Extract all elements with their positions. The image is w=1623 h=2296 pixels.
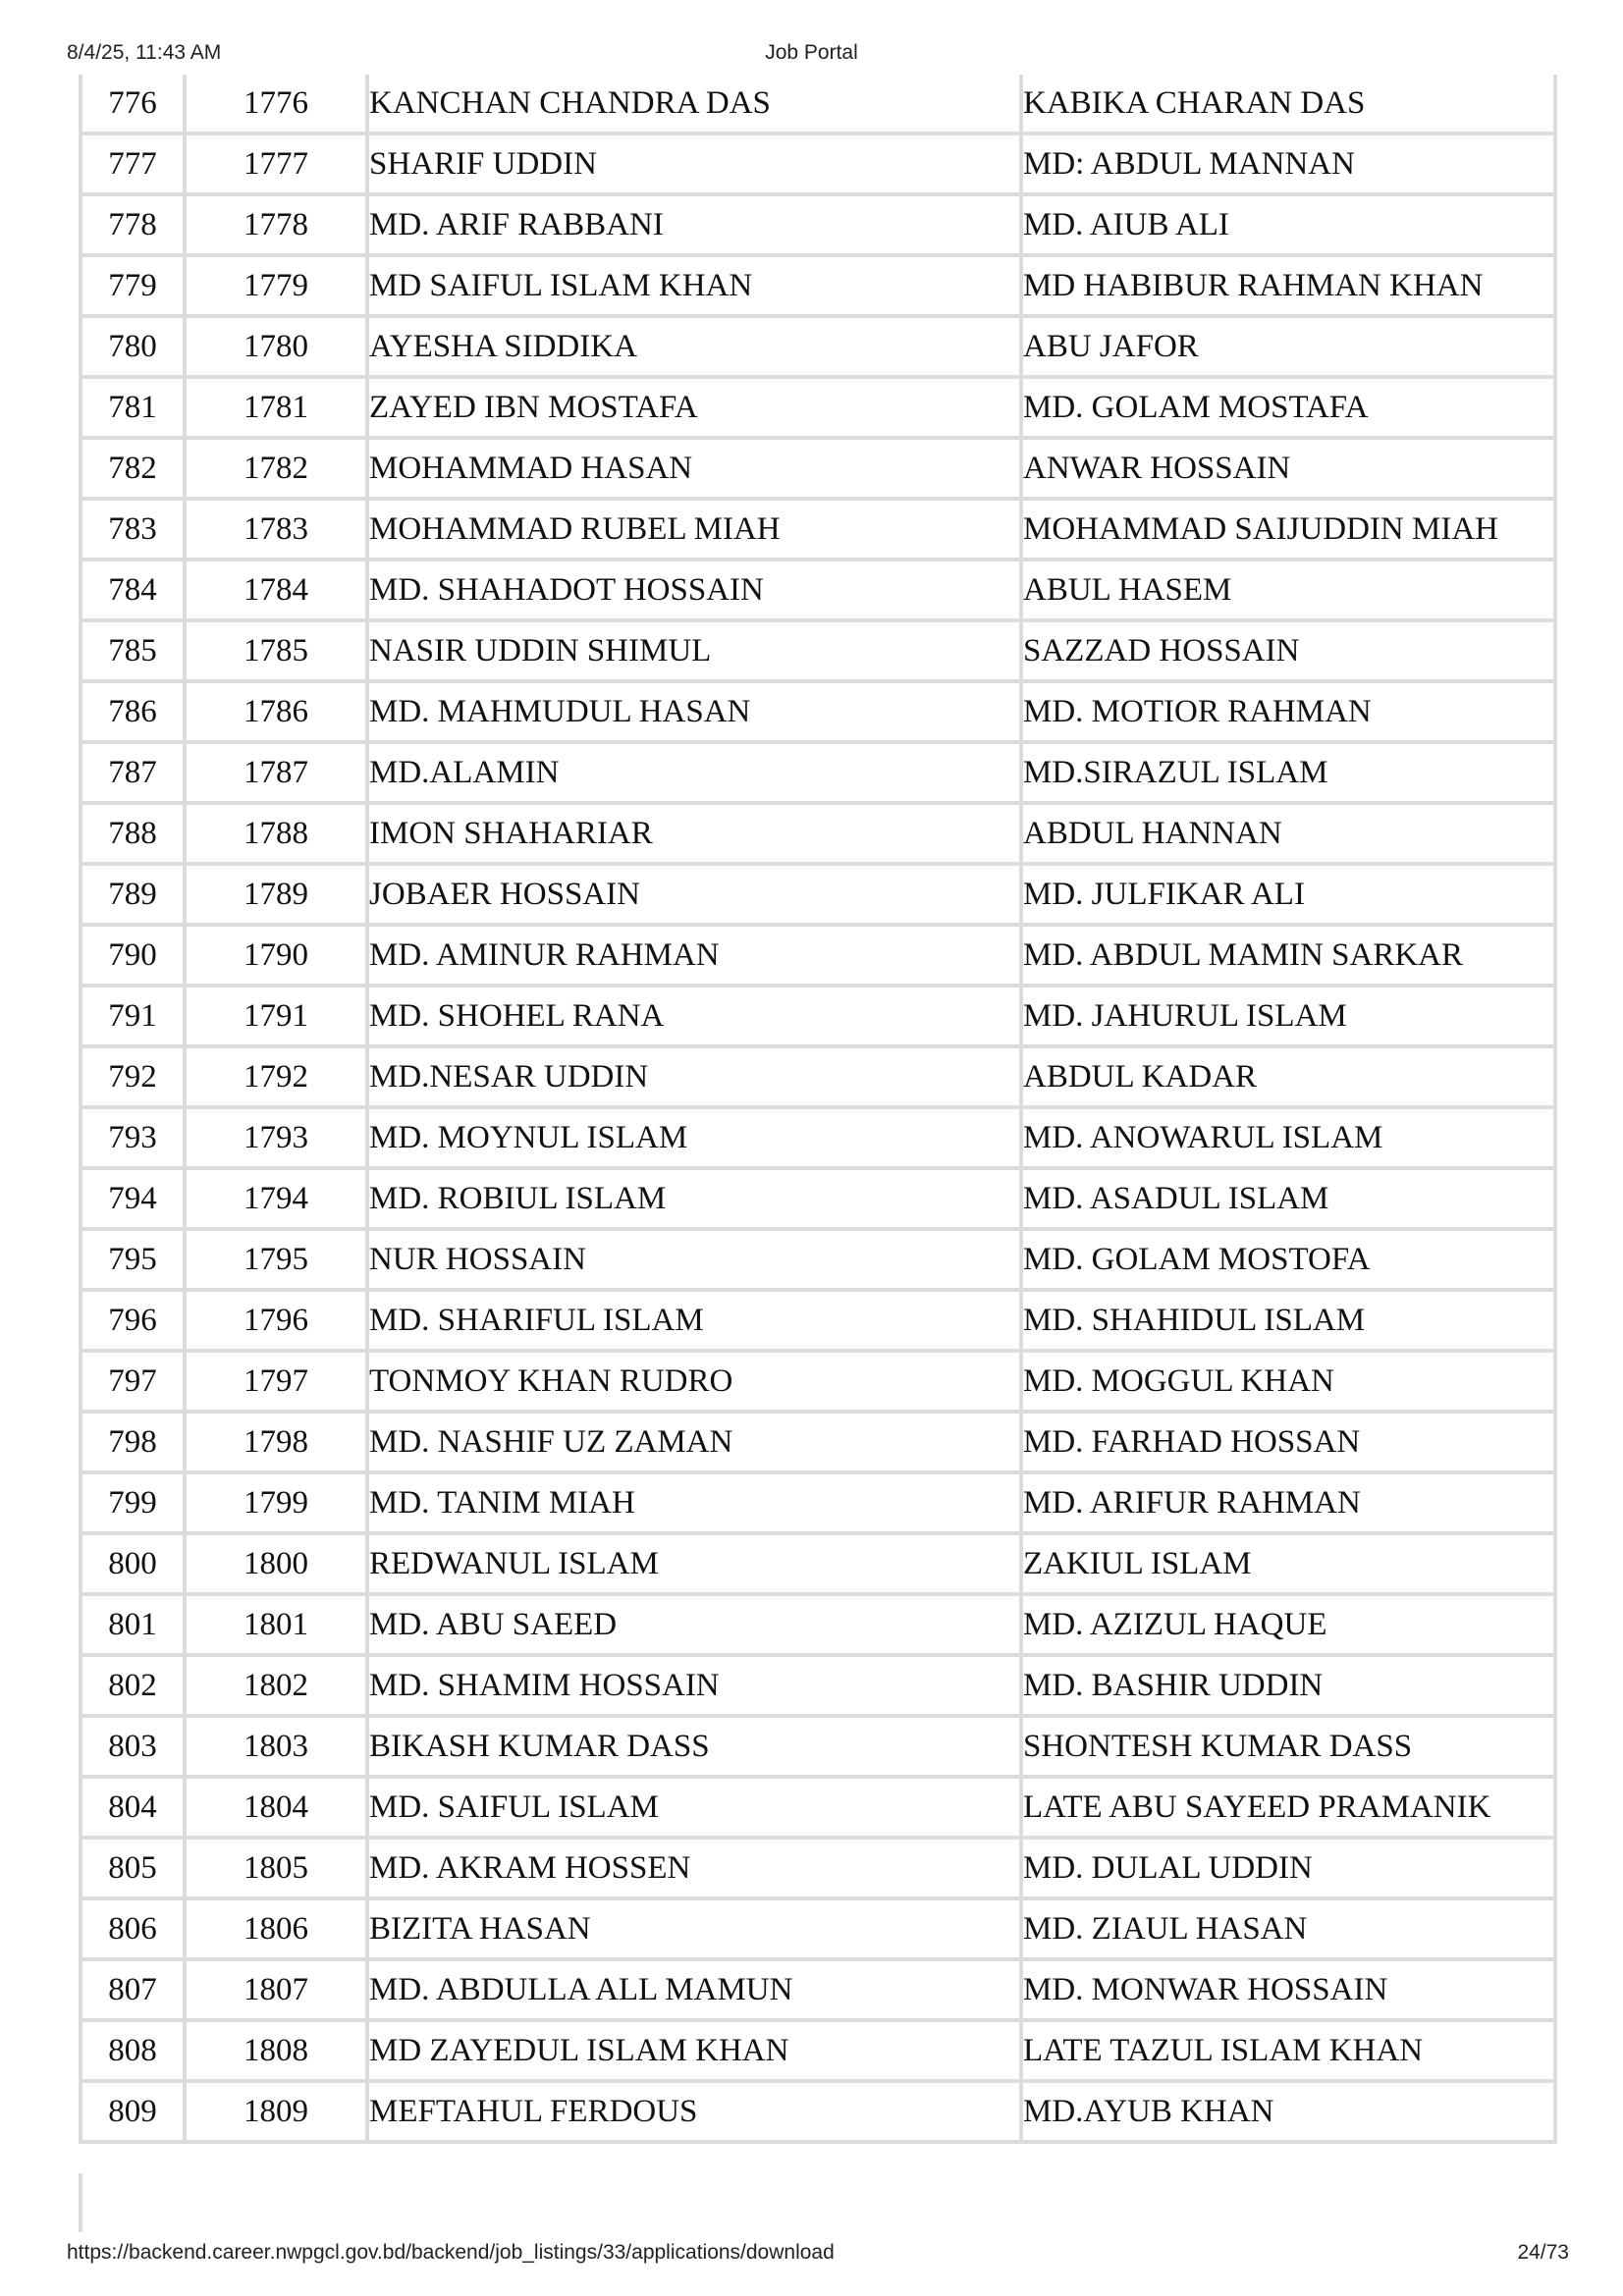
serial-cell: 805 bbox=[79, 1840, 187, 1900]
roll-cell: 1795 bbox=[187, 1231, 369, 1292]
serial-cell: 783 bbox=[79, 501, 187, 561]
roll-cell: 1802 bbox=[187, 1657, 369, 1718]
father-name-cell: MD. ANOWARUL ISLAM bbox=[1023, 1109, 1557, 1170]
table-row bbox=[79, 196, 1557, 257]
father-name-cell: MD. BASHIR UDDIN bbox=[1023, 1657, 1557, 1718]
table-row bbox=[79, 1109, 1557, 1170]
applicant-name-cell: JOBAER HOSSAIN bbox=[369, 866, 1023, 927]
father-name-cell: MD. MOGGUL KHAN bbox=[1023, 1353, 1557, 1414]
roll-cell: 1801 bbox=[187, 1596, 369, 1657]
table-row bbox=[79, 927, 1557, 988]
serial-cell: 796 bbox=[79, 1292, 187, 1353]
roll-cell: 1803 bbox=[187, 1718, 369, 1779]
serial-cell: 802 bbox=[79, 1657, 187, 1718]
roll-cell: 1798 bbox=[187, 1414, 369, 1474]
father-name-cell: MD.SIRAZUL ISLAM bbox=[1023, 744, 1557, 805]
serial-cell: 790 bbox=[79, 927, 187, 988]
serial-cell: 780 bbox=[79, 318, 187, 379]
table-row bbox=[79, 2022, 1557, 2083]
applicant-name-cell: MOHAMMAD RUBEL MIAH bbox=[369, 501, 1023, 561]
serial-cell: 804 bbox=[79, 1779, 187, 1840]
print-header bbox=[0, 41, 1623, 71]
applicant-name-cell: SHARIF UDDIN bbox=[369, 135, 1023, 196]
father-name-cell: MD. ARIFUR RAHMAN bbox=[1023, 1474, 1557, 1535]
roll-cell: 1794 bbox=[187, 1170, 369, 1231]
serial-cell: 785 bbox=[79, 622, 187, 683]
father-name-cell: SAZZAD HOSSAIN bbox=[1023, 622, 1557, 683]
print-footer bbox=[0, 2241, 1623, 2270]
serial-cell: 794 bbox=[79, 1170, 187, 1231]
serial-cell: 791 bbox=[79, 988, 187, 1048]
roll-cell: 1799 bbox=[187, 1474, 369, 1535]
father-name-cell: MD. DULAL UDDIN bbox=[1023, 1840, 1557, 1900]
table-row bbox=[79, 440, 1557, 501]
roll-cell: 1797 bbox=[187, 1353, 369, 1414]
father-name-cell: ZAKIUL ISLAM bbox=[1023, 1535, 1557, 1596]
serial-cell: 793 bbox=[79, 1109, 187, 1170]
father-name-cell: ABUL HASEM bbox=[1023, 561, 1557, 622]
table-row bbox=[79, 318, 1557, 379]
serial-cell: 776 bbox=[79, 75, 187, 135]
roll-cell: 1788 bbox=[187, 805, 369, 866]
serial-cell: 795 bbox=[79, 1231, 187, 1292]
serial-cell: 787 bbox=[79, 744, 187, 805]
applicant-name-cell: MD. SHOHEL RANA bbox=[369, 988, 1023, 1048]
applicant-name-cell: ZAYED IBN MOSTAFA bbox=[369, 379, 1023, 440]
table-row bbox=[79, 2083, 1557, 2144]
serial-cell: 781 bbox=[79, 379, 187, 440]
father-name-cell: MOHAMMAD SAIJUDDIN MIAH bbox=[1023, 501, 1557, 561]
roll-cell: 1778 bbox=[187, 196, 369, 257]
applicant-name-cell: MD. SHAMIM HOSSAIN bbox=[369, 1657, 1023, 1718]
table-row bbox=[79, 1961, 1557, 2022]
applicant-name-cell: MD. TANIM MIAH bbox=[369, 1474, 1023, 1535]
applicant-name-cell: AYESHA SIDDIKA bbox=[369, 318, 1023, 379]
table-row bbox=[79, 135, 1557, 196]
applicant-name-cell: KANCHAN CHANDRA DAS bbox=[369, 75, 1023, 135]
roll-cell: 1779 bbox=[187, 257, 369, 318]
serial-cell: 779 bbox=[79, 257, 187, 318]
father-name-cell: MD.AYUB KHAN bbox=[1023, 2083, 1557, 2144]
roll-cell: 1787 bbox=[187, 744, 369, 805]
table-row bbox=[79, 988, 1557, 1048]
serial-cell: 807 bbox=[79, 1961, 187, 2022]
father-name-cell: MD. GOLAM MOSTAFA bbox=[1023, 379, 1557, 440]
roll-cell: 1793 bbox=[187, 1109, 369, 1170]
serial-cell: 803 bbox=[79, 1718, 187, 1779]
serial-cell: 808 bbox=[79, 2022, 187, 2083]
applicant-name-cell: MOHAMMAD HASAN bbox=[369, 440, 1023, 501]
applicant-name-cell: MD. AMINUR RAHMAN bbox=[369, 927, 1023, 988]
applicant-name-cell: MD ZAYEDUL ISLAM KHAN bbox=[369, 2022, 1023, 2083]
roll-cell: 1789 bbox=[187, 866, 369, 927]
page-number: 24/73 bbox=[1517, 2241, 1569, 2264]
serial-cell: 809 bbox=[79, 2083, 187, 2144]
table-row bbox=[79, 257, 1557, 318]
applicant-name-cell: BIKASH KUMAR DASS bbox=[369, 1718, 1023, 1779]
roll-cell: 1777 bbox=[187, 135, 369, 196]
father-name-cell: MD. AIUB ALI bbox=[1023, 196, 1557, 257]
roll-cell: 1786 bbox=[187, 683, 369, 744]
page-url: https://backend.career.nwpgcl.gov.bd/backend/job_listings/33/applications/download bbox=[67, 2241, 835, 2264]
roll-cell: 1776 bbox=[187, 75, 369, 135]
applicant-name-cell: MD. SHAHADOT HOSSAIN bbox=[369, 561, 1023, 622]
father-name-cell: SHONTESH KUMAR DASS bbox=[1023, 1718, 1557, 1779]
serial-cell: 782 bbox=[79, 440, 187, 501]
table-row bbox=[79, 1474, 1557, 1535]
table-row bbox=[79, 501, 1557, 561]
applicant-name-cell: MD.ALAMIN bbox=[369, 744, 1023, 805]
father-name-cell: MD. SHAHIDUL ISLAM bbox=[1023, 1292, 1557, 1353]
table-row bbox=[79, 1657, 1557, 1718]
serial-cell: 778 bbox=[79, 196, 187, 257]
applicant-name-cell: BIZITA HASAN bbox=[369, 1900, 1023, 1961]
serial-cell: 797 bbox=[79, 1353, 187, 1414]
roll-cell: 1806 bbox=[187, 1900, 369, 1961]
father-name-cell: MD HABIBUR RAHMAN KHAN bbox=[1023, 257, 1557, 318]
applicant-name-cell: MD. SAIFUL ISLAM bbox=[369, 1779, 1023, 1840]
table-row bbox=[79, 1414, 1557, 1474]
print-datetime: 8/4/25, 11:43 AM bbox=[67, 41, 222, 64]
serial-cell: 788 bbox=[79, 805, 187, 866]
applicant-name-cell: MD.NESAR UDDIN bbox=[369, 1048, 1023, 1109]
table-left-rule bbox=[79, 2173, 82, 2232]
table-row bbox=[79, 683, 1557, 744]
applicant-name-cell: REDWANUL ISLAM bbox=[369, 1535, 1023, 1596]
applicant-table-container bbox=[79, 75, 1557, 2144]
table-row bbox=[79, 744, 1557, 805]
serial-cell: 784 bbox=[79, 561, 187, 622]
roll-cell: 1809 bbox=[187, 2083, 369, 2144]
father-name-cell: ABDUL KADAR bbox=[1023, 1048, 1557, 1109]
roll-cell: 1800 bbox=[187, 1535, 369, 1596]
serial-cell: 798 bbox=[79, 1414, 187, 1474]
father-name-cell: ABU JAFOR bbox=[1023, 318, 1557, 379]
table-row bbox=[79, 1292, 1557, 1353]
applicant-table bbox=[79, 75, 1557, 2144]
table-row bbox=[79, 561, 1557, 622]
roll-cell: 1782 bbox=[187, 440, 369, 501]
serial-cell: 801 bbox=[79, 1596, 187, 1657]
father-name-cell: MD. GOLAM MOSTOFA bbox=[1023, 1231, 1557, 1292]
father-name-cell: LATE ABU SAYEED PRAMANIK bbox=[1023, 1779, 1557, 1840]
roll-cell: 1805 bbox=[187, 1840, 369, 1900]
table-row bbox=[79, 1535, 1557, 1596]
roll-cell: 1807 bbox=[187, 1961, 369, 2022]
serial-cell: 786 bbox=[79, 683, 187, 744]
table-row bbox=[79, 1779, 1557, 1840]
table-row bbox=[79, 1048, 1557, 1109]
roll-cell: 1791 bbox=[187, 988, 369, 1048]
table-row bbox=[79, 1596, 1557, 1657]
table-row bbox=[79, 1840, 1557, 1900]
father-name-cell: MD. ZIAUL HASAN bbox=[1023, 1900, 1557, 1961]
father-name-cell: MD. JULFIKAR ALI bbox=[1023, 866, 1557, 927]
page-title: Job Portal bbox=[765, 41, 858, 64]
father-name-cell: MD. AZIZUL HAQUE bbox=[1023, 1596, 1557, 1657]
father-name-cell: MD. ABDUL MAMIN SARKAR bbox=[1023, 927, 1557, 988]
roll-cell: 1785 bbox=[187, 622, 369, 683]
table-row bbox=[79, 622, 1557, 683]
father-name-cell: MD. JAHURUL ISLAM bbox=[1023, 988, 1557, 1048]
applicant-name-cell: MD. ABU SAEED bbox=[369, 1596, 1023, 1657]
serial-cell: 799 bbox=[79, 1474, 187, 1535]
table-row bbox=[79, 379, 1557, 440]
father-name-cell: MD: ABDUL MANNAN bbox=[1023, 135, 1557, 196]
roll-cell: 1792 bbox=[187, 1048, 369, 1109]
serial-cell: 792 bbox=[79, 1048, 187, 1109]
table-row bbox=[79, 866, 1557, 927]
serial-cell: 800 bbox=[79, 1535, 187, 1596]
father-name-cell: MD. ASADUL ISLAM bbox=[1023, 1170, 1557, 1231]
table-row bbox=[79, 1900, 1557, 1961]
table-row bbox=[79, 1718, 1557, 1779]
father-name-cell: MD. MOTIOR RAHMAN bbox=[1023, 683, 1557, 744]
applicant-name-cell: MEFTAHUL FERDOUS bbox=[369, 2083, 1023, 2144]
father-name-cell: ANWAR HOSSAIN bbox=[1023, 440, 1557, 501]
serial-cell: 789 bbox=[79, 866, 187, 927]
table-row bbox=[79, 1170, 1557, 1231]
applicant-name-cell: MD. ROBIUL ISLAM bbox=[369, 1170, 1023, 1231]
applicant-name-cell: NUR HOSSAIN bbox=[369, 1231, 1023, 1292]
applicant-name-cell: MD. ARIF RABBANI bbox=[369, 196, 1023, 257]
roll-cell: 1790 bbox=[187, 927, 369, 988]
applicant-name-cell: MD. NASHIF UZ ZAMAN bbox=[369, 1414, 1023, 1474]
applicant-name-cell: TONMOY KHAN RUDRO bbox=[369, 1353, 1023, 1414]
father-name-cell: LATE TAZUL ISLAM KHAN bbox=[1023, 2022, 1557, 2083]
table-row bbox=[79, 1231, 1557, 1292]
serial-cell: 806 bbox=[79, 1900, 187, 1961]
table-row bbox=[79, 1353, 1557, 1414]
applicant-name-cell: MD. AKRAM HOSSEN bbox=[369, 1840, 1023, 1900]
roll-cell: 1808 bbox=[187, 2022, 369, 2083]
serial-cell: 777 bbox=[79, 135, 187, 196]
applicant-table-body bbox=[79, 75, 1557, 2144]
roll-cell: 1804 bbox=[187, 1779, 369, 1840]
applicant-name-cell: MD SAIFUL ISLAM KHAN bbox=[369, 257, 1023, 318]
applicant-name-cell: MD. MOYNUL ISLAM bbox=[369, 1109, 1023, 1170]
roll-cell: 1780 bbox=[187, 318, 369, 379]
table-row bbox=[79, 805, 1557, 866]
roll-cell: 1781 bbox=[187, 379, 369, 440]
applicant-name-cell: NASIR UDDIN SHIMUL bbox=[369, 622, 1023, 683]
applicant-name-cell: MD. ABDULLA ALL MAMUN bbox=[369, 1961, 1023, 2022]
applicant-name-cell: MD. MAHMUDUL HASAN bbox=[369, 683, 1023, 744]
father-name-cell: MD. MONWAR HOSSAIN bbox=[1023, 1961, 1557, 2022]
father-name-cell: KABIKA CHARAN DAS bbox=[1023, 75, 1557, 135]
father-name-cell: ABDUL HANNAN bbox=[1023, 805, 1557, 866]
roll-cell: 1783 bbox=[187, 501, 369, 561]
table-row bbox=[79, 75, 1557, 135]
father-name-cell: MD. FARHAD HOSSAN bbox=[1023, 1414, 1557, 1474]
applicant-name-cell: IMON SHAHARIAR bbox=[369, 805, 1023, 866]
roll-cell: 1784 bbox=[187, 561, 369, 622]
roll-cell: 1796 bbox=[187, 1292, 369, 1353]
applicant-name-cell: MD. SHARIFUL ISLAM bbox=[369, 1292, 1023, 1353]
